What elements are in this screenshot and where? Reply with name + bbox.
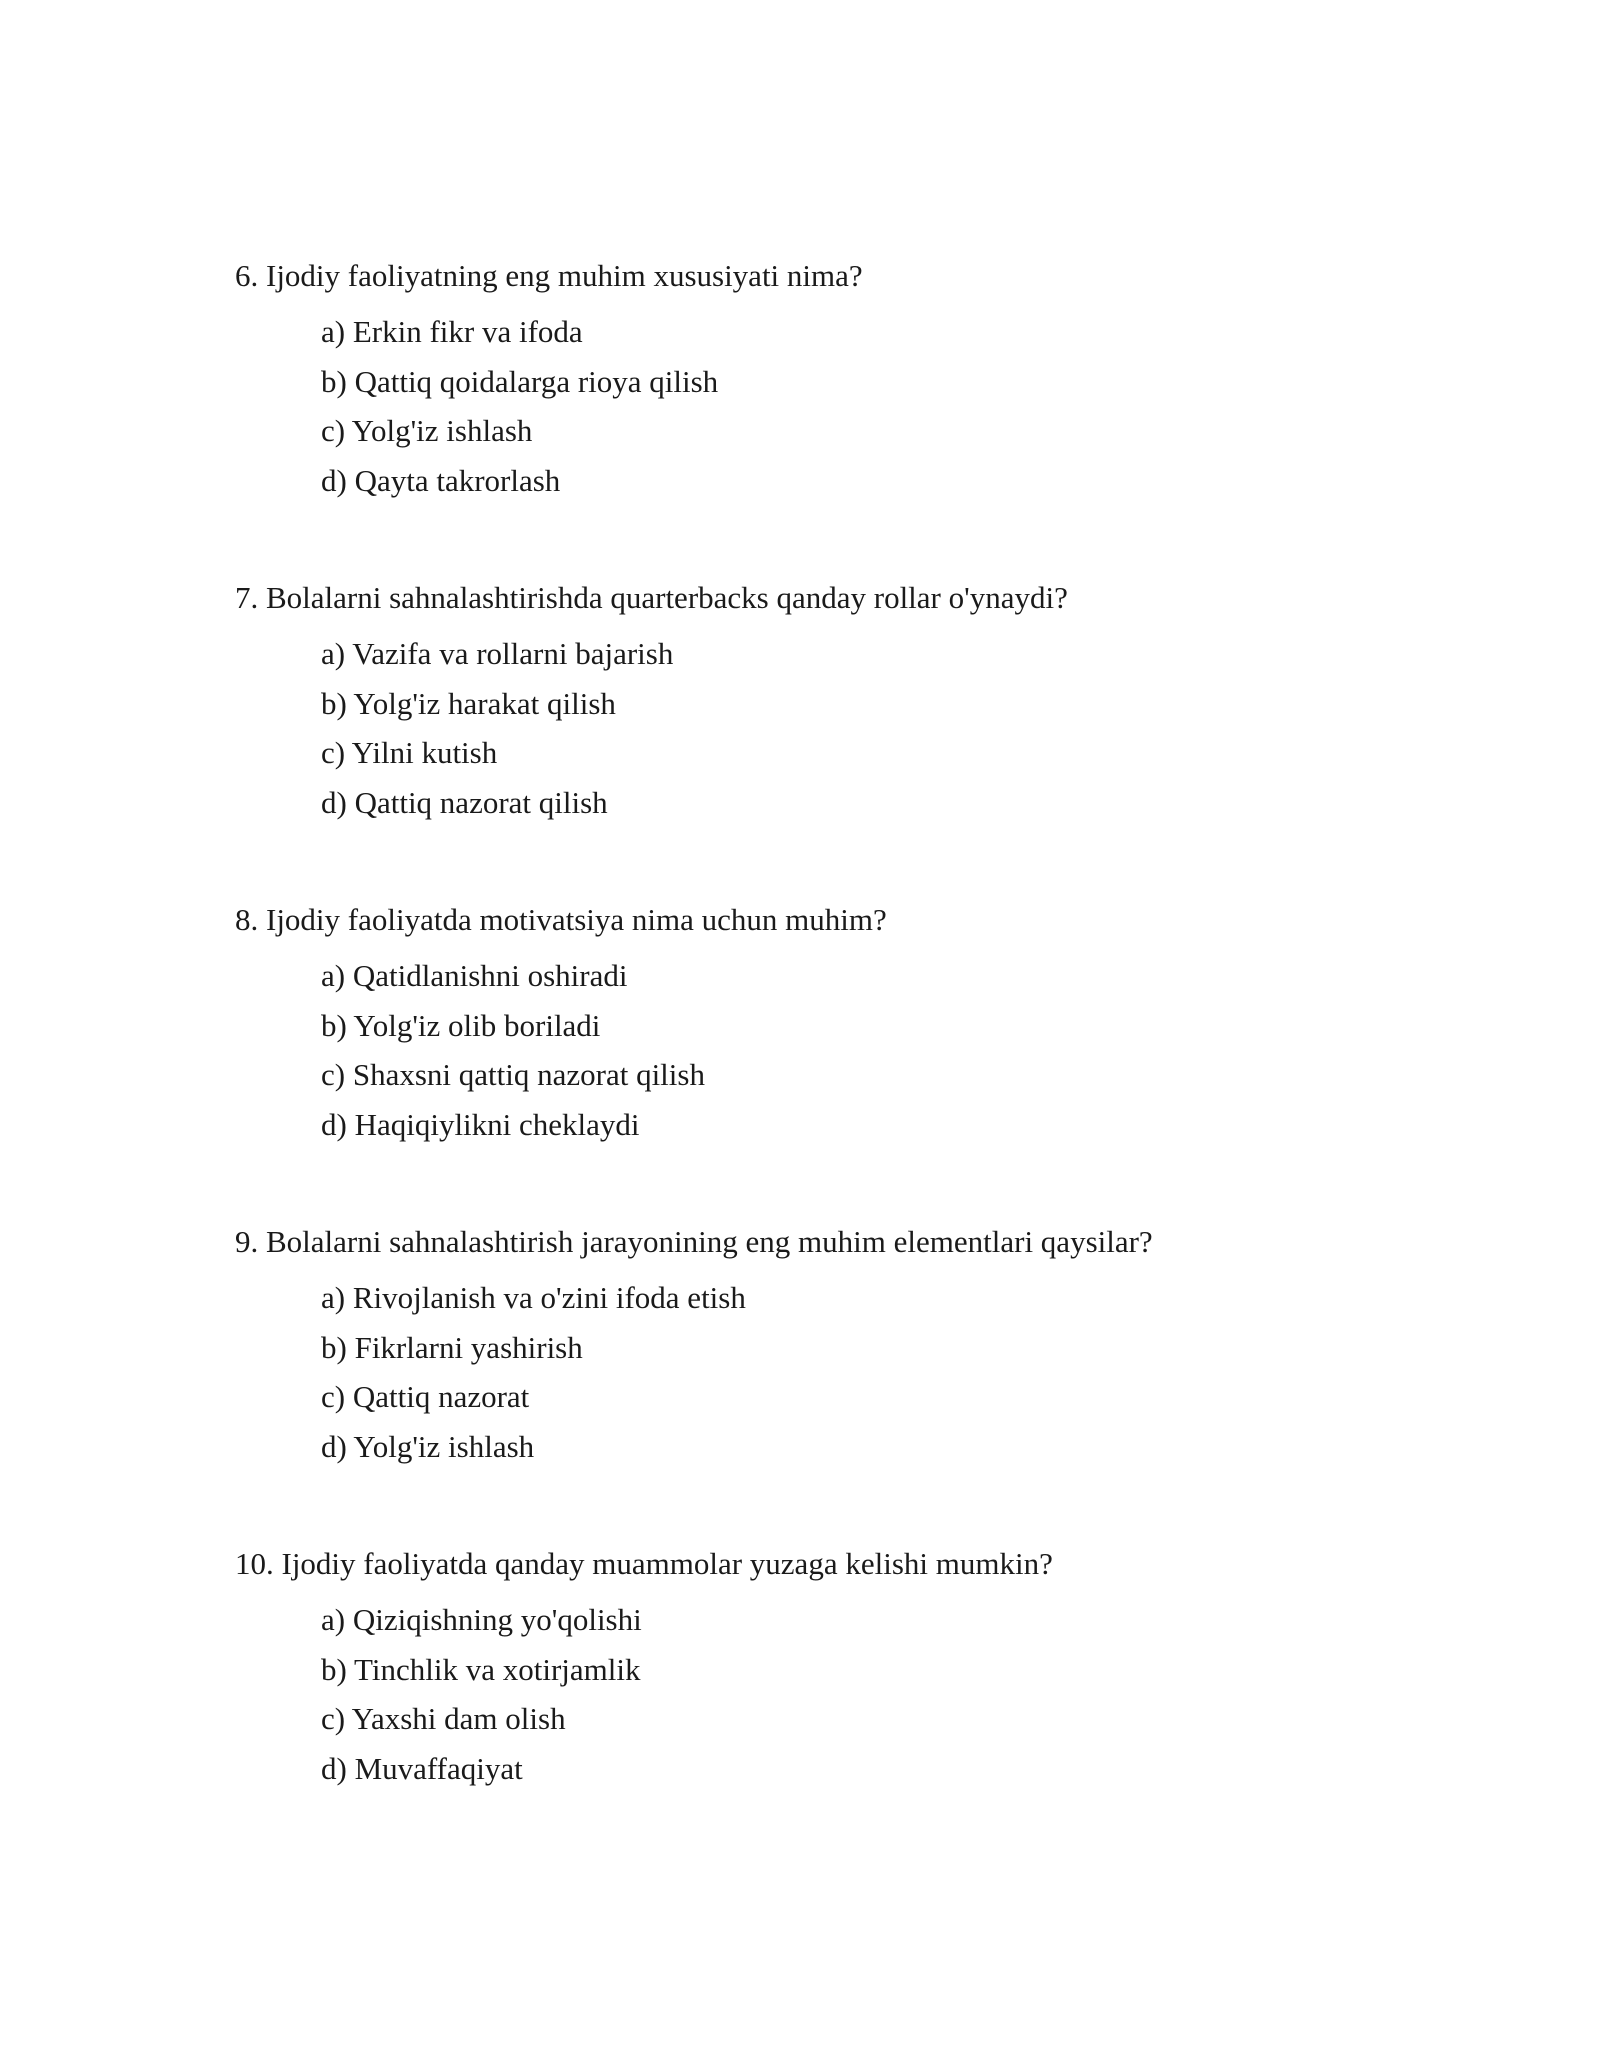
answer-option-b: b) Fikrlarni yashirish (321, 1329, 583, 1365)
question-text: 8. Ijodiy faoliyatda motivatsiya nima uchun muhim? (235, 902, 887, 937)
answer-option-d: d) Qattiq nazorat qilish (321, 784, 608, 820)
answer-option-d: d) Haqiqiylikni cheklaydi (321, 1106, 640, 1142)
question-text: 6. Ijodiy faoliyatning eng muhim xususiyati nima? (235, 258, 863, 293)
question-text: 7. Bolalarni sahnalashtirishda quarterbacks qanday rollar o'ynaydi? (235, 580, 1068, 615)
answer-option-b: b) Tinchlik va xotirjamlik (321, 1651, 641, 1687)
answer-options (321, 1280, 1435, 1478)
answer-option-c: c) Yolg'iz ishlash (321, 413, 533, 448)
question-text: 10. Ijodiy faoliyatda qanday muammolar yuzaga kelishi mumkin? (235, 1546, 1053, 1581)
question-7 (235, 580, 1435, 834)
answer-options (321, 314, 1435, 512)
answer-option-d: d) Muvaffaqiyat (321, 1750, 523, 1786)
answer-option-c: c) Qattiq nazorat (321, 1379, 530, 1414)
answer-option-b: b) Yolg'iz olib boriladi (321, 1007, 601, 1043)
question-9 (235, 1224, 1435, 1478)
answer-option-d: d) Qayta takrorlash (321, 462, 561, 498)
answer-option-a: a) Qiziqishning yo'qolishi (321, 1602, 642, 1637)
answer-option-c: c) Yilni kutish (321, 735, 498, 770)
question-text: 9. Bolalarni sahnalashtirish jarayonining eng muhim elementlari qaysilar? (235, 1224, 1153, 1259)
answer-option-c: c) Shaxsni qattiq nazorat qilish (321, 1057, 705, 1092)
answer-option-b: b) Yolg'iz harakat qilish (321, 685, 616, 721)
answer-options (321, 1602, 1435, 1800)
answer-options (321, 958, 1435, 1156)
answer-option-d: d) Yolg'iz ishlash (321, 1428, 535, 1464)
answer-option-a: a) Qatidlanishni oshiradi (321, 958, 628, 993)
answer-option-c: c) Yaxshi dam olish (321, 1701, 566, 1736)
question-8 (235, 902, 1435, 1156)
answer-option-a: a) Rivojlanish va o'zini ifoda etish (321, 1280, 746, 1315)
answer-option-b: b) Qattiq qoidalarga rioya qilish (321, 363, 719, 399)
answer-options (321, 636, 1435, 834)
answer-option-a: a) Erkin fikr va ifoda (321, 314, 583, 349)
question-10 (235, 1546, 1435, 1800)
question-6 (235, 258, 1435, 512)
answer-option-a: a) Vazifa va rollarni bajarish (321, 636, 674, 671)
